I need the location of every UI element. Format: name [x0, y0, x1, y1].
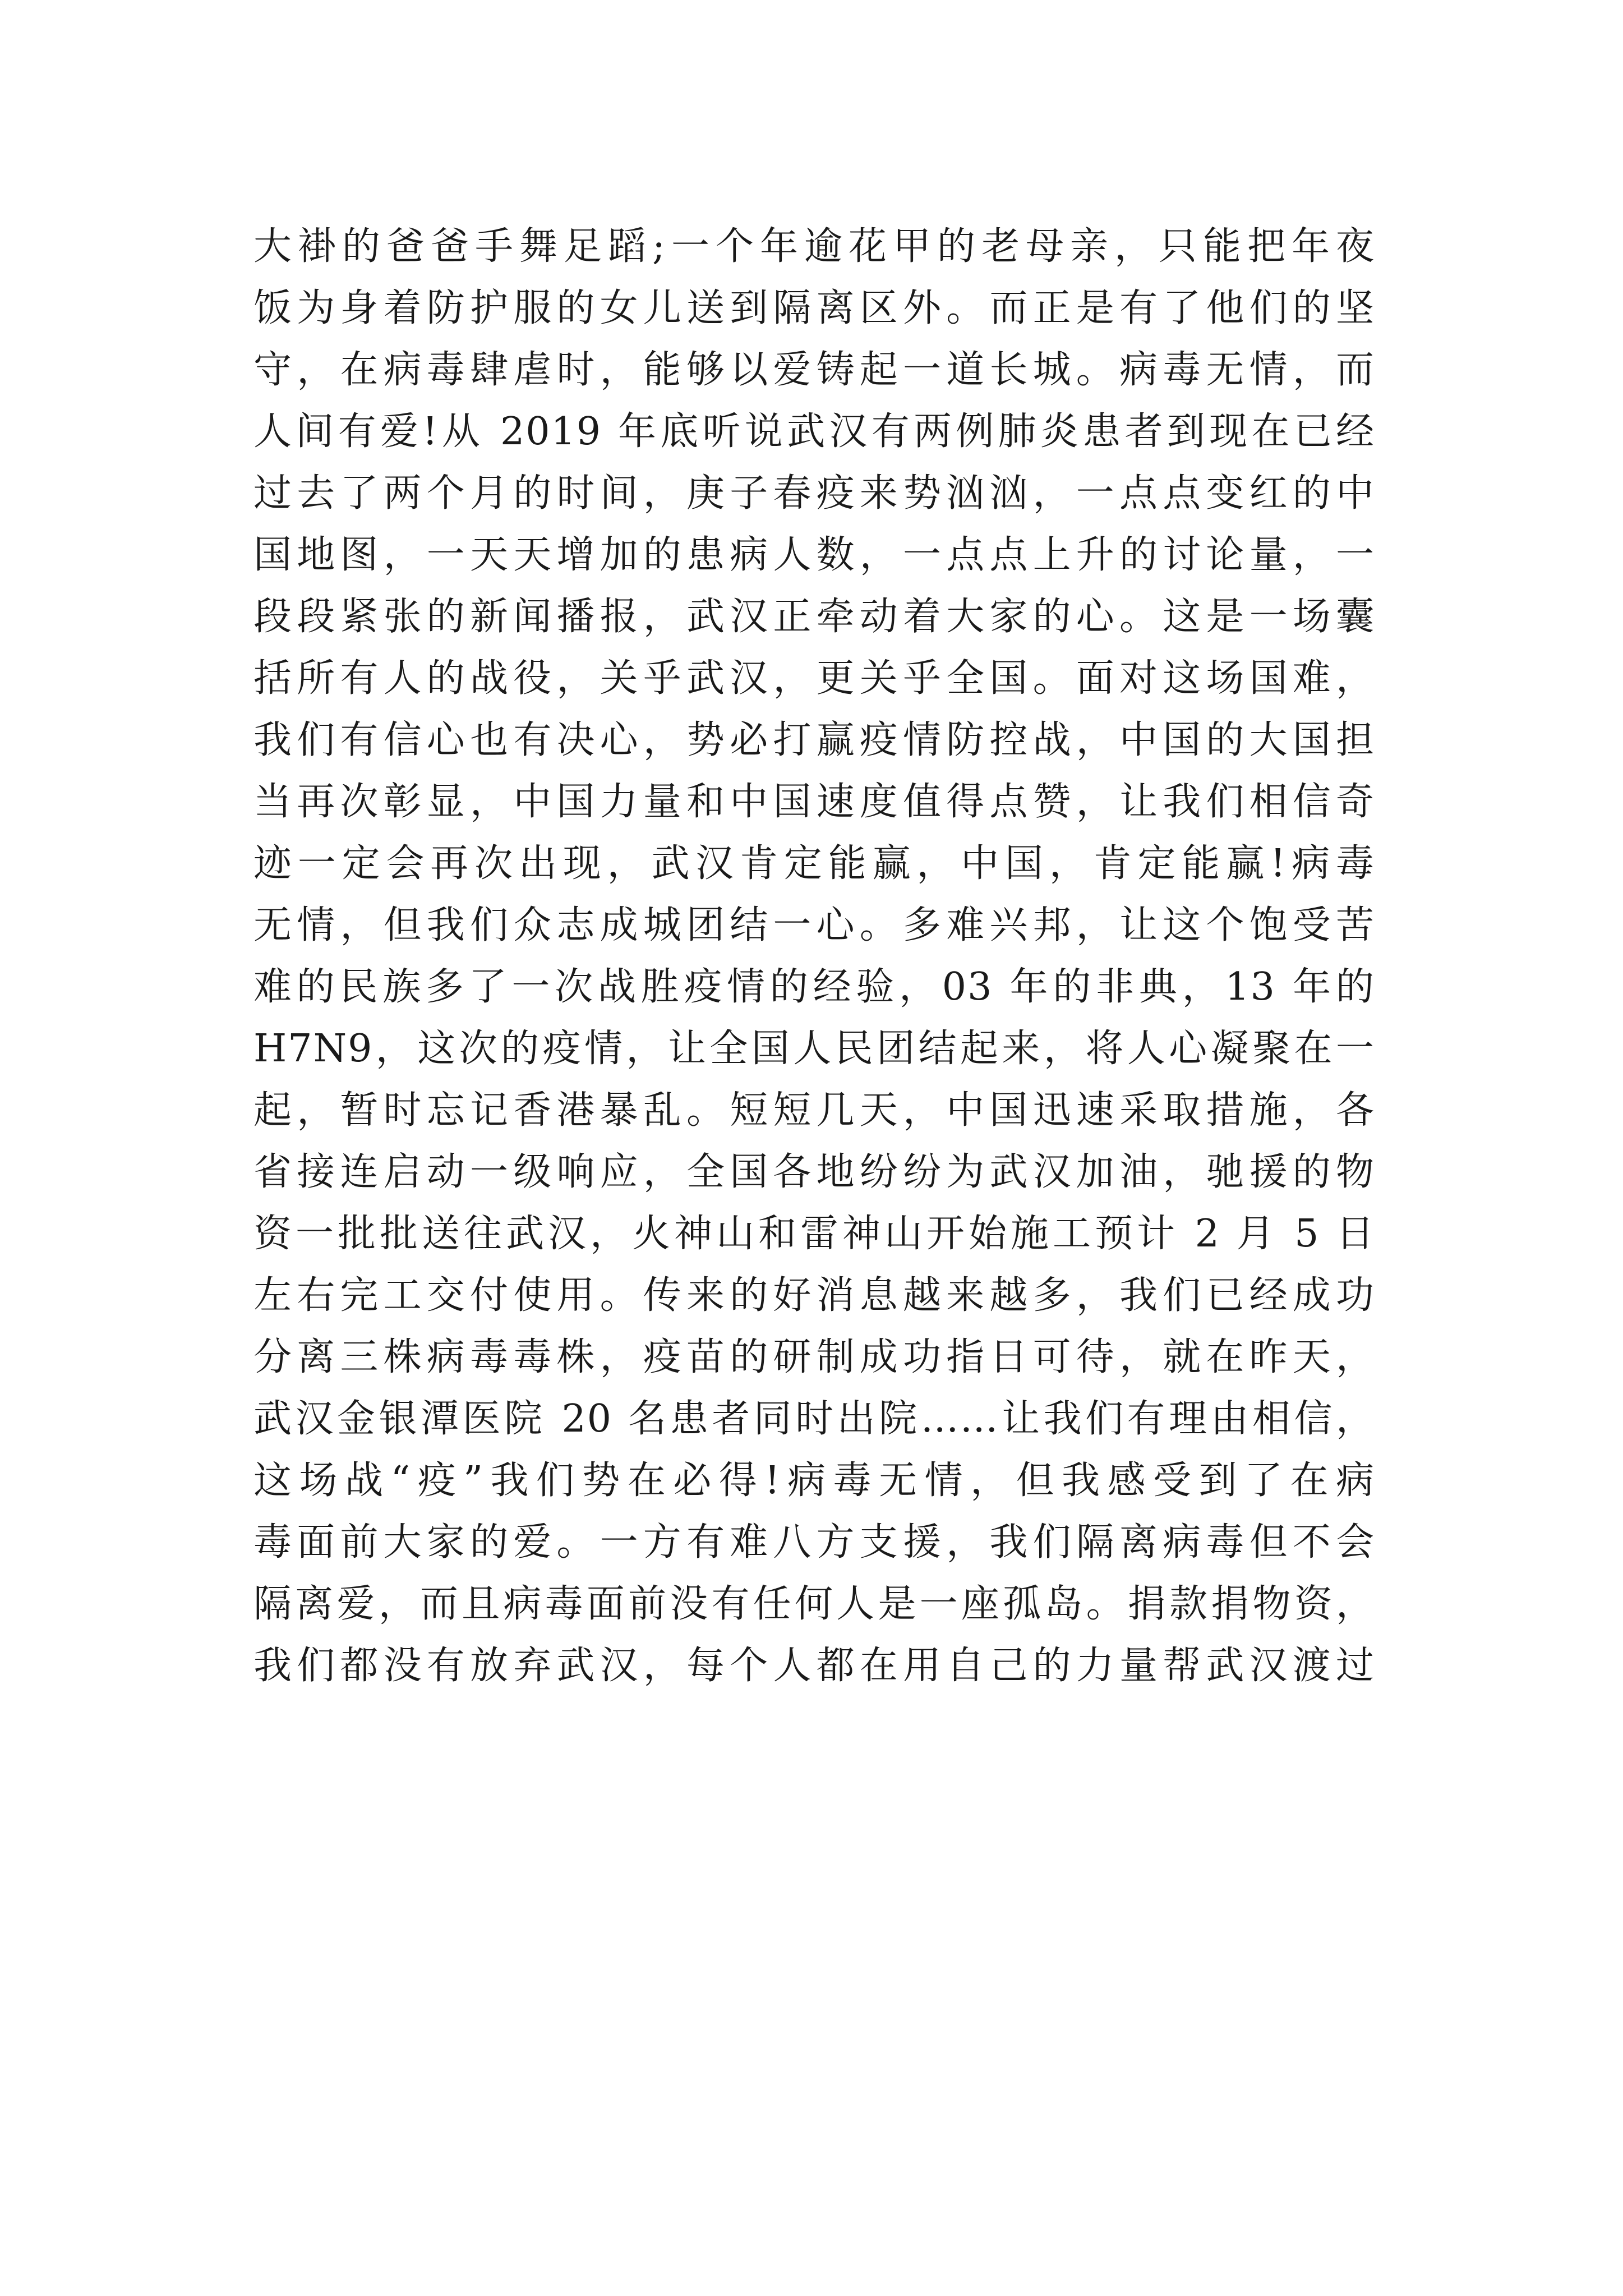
- text-line: 饭为身着防护服的女儿送到隔离区外。而正是有了他们的坚: [253, 286, 1375, 330]
- text-line: 这场战“疫”我们势在必得!病毒无情，但我感受到了在病: [253, 1458, 1375, 1503]
- text-line: 隔离爱，而且病毒面前没有任何人是一座孤岛。捐款捐物资，: [253, 1582, 1375, 1626]
- text-line: 省接连启动一级响应，全国各地纷纷为武汉加油，驰援的物: [253, 1150, 1375, 1194]
- text-line: 起，暂时忘记香港暴乱。短短几天，中国迅速采取措施，各: [253, 1088, 1375, 1133]
- text-line: 段段紧张的新闻播报，武汉正牵动着大家的心。这是一场囊: [253, 595, 1375, 639]
- text-line: 左右完工交付使用。传来的好消息越来越多，我们已经成功: [253, 1273, 1375, 1318]
- text-line: 迹一定会再次出现，武汉肯定能赢，中国，肯定能赢!病毒: [253, 841, 1375, 886]
- text-line: 大褂的爸爸手舞足蹈;一个年逾花甲的老母亲，只能把年夜: [253, 224, 1375, 269]
- text-line: 括所有人的战役，关乎武汉，更关乎全国。面对这场国难，: [253, 656, 1375, 701]
- text-line: 难的民族多了一次战胜疫情的经验，03 年的非典，13 年的: [253, 965, 1375, 1009]
- text-line: 分离三株病毒毒株，疫苗的研制成功指日可待，就在昨天，: [253, 1335, 1375, 1379]
- text-line: 国地图，一天天增加的患病人数，一点点上升的讨论量，一: [253, 533, 1375, 577]
- text-line: 我们都没有放弃武汉，每个人都在用自己的力量帮武汉渡过: [253, 1644, 1375, 1688]
- text-line: 过去了两个月的时间，庚子春疫来势汹汹，一点点变红的中: [253, 471, 1375, 516]
- text-line: 当再次彰显，中国力量和中国速度值得点赞，让我们相信奇: [253, 780, 1375, 824]
- text-line: 守，在病毒肆虐时，能够以爱铸起一道长城。病毒无情，而: [253, 348, 1375, 392]
- text-line: 武汉金银潭医院 20 名患者同时出院……让我们有理由相信，: [253, 1397, 1375, 1441]
- text-line: 无情，但我们众志成城团结一心。多难兴邦，让这个饱受苦: [253, 903, 1375, 947]
- text-line: 我们有信心也有决心，势必打赢疫情防控战，中国的大国担: [253, 718, 1375, 762]
- text-line: 人间有爱!从 2019 年底听说武汉有两例肺炎患者到现在已经: [253, 409, 1375, 454]
- body-text: [253, 216, 1375, 1697]
- text-line: 资一批批送往武汉，火神山和雷神山开始施工预计 2 月 5 日: [253, 1212, 1375, 1256]
- text-line: H7N9，这次的疫情，让全国人民团结起来，将人心凝聚在一: [253, 1027, 1375, 1071]
- text-line: 毒面前大家的爱。一方有难八方支援，我们隔离病毒但不会: [253, 1520, 1375, 1565]
